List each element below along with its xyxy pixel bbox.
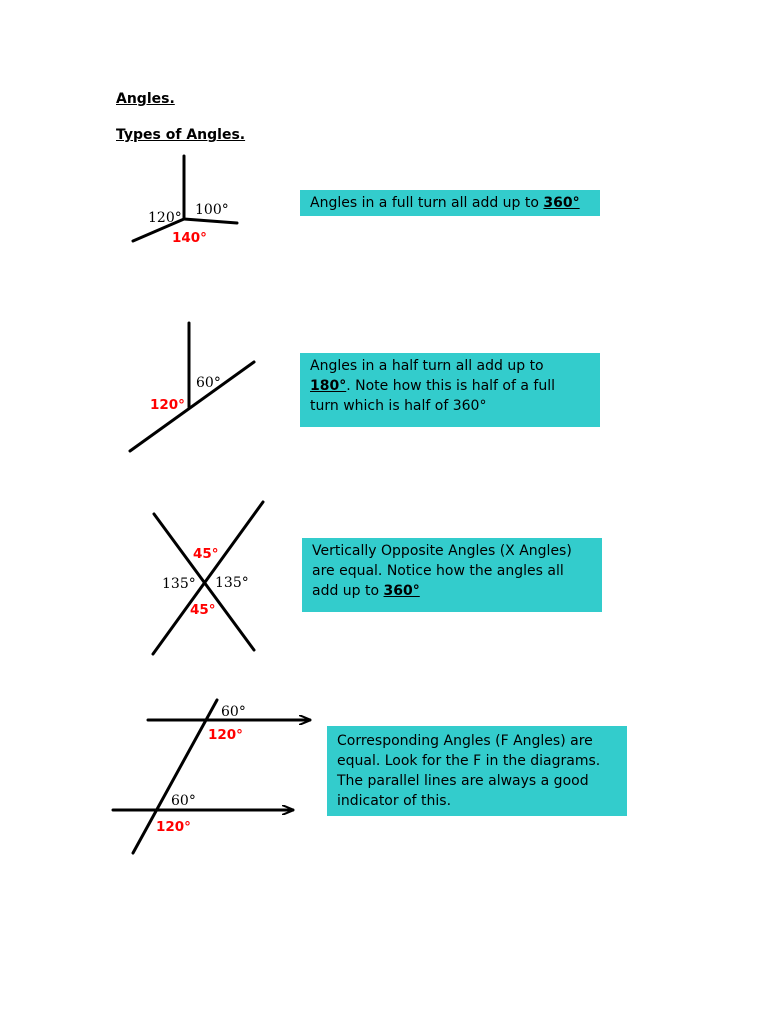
full-turn-text: Angles in a full turn all add up to [310, 195, 544, 211]
corresponding-angles-info-box [327, 726, 627, 816]
full-turn-diagram [133, 156, 237, 246]
full-turn-ray-right [184, 219, 237, 223]
page-title: Angles. [116, 91, 175, 107]
corresponding-angle-bottom-lower: 120° [156, 819, 191, 835]
half-turn-angle-a: 60° [196, 375, 221, 391]
corresponding-line-3-text: The parallel lines are always a good [337, 773, 589, 789]
corresponding-angle-bottom-upper: 60° [171, 793, 196, 809]
section-title: Types of Angles. [116, 127, 246, 143]
corresponding-angle-top-lower: 120° [208, 727, 243, 743]
half-turn-info-box [300, 353, 600, 427]
vertical-line-3-text: add up to [312, 583, 384, 599]
vertical-angles-info-box [302, 538, 602, 612]
corresponding-line-2-text: equal. Look for the F in the diagrams. [337, 753, 601, 769]
full-turn-angle-c: 140° [172, 230, 207, 246]
vertical-angle-left: 135° [162, 576, 196, 592]
corresponding-angle-top-upper: 60° [221, 704, 246, 720]
full-turn-angle-a: 120° [148, 210, 182, 226]
half-turn-angle-b: 120° [150, 397, 185, 413]
half-turn-line-1: Angles in a half turn all add up to [310, 358, 544, 374]
vertical-line-2-text: are equal. Notice how the angles all [312, 563, 564, 579]
half-turn-line-2: . Note how this is half of a full [346, 378, 555, 394]
vertical-angle-bottom: 45° [190, 602, 216, 618]
full-turn-info-box [300, 190, 600, 216]
corresponding-angles-diagram [113, 700, 310, 853]
vertical-emphasis: 360° [383, 583, 420, 599]
half-turn-diagram [130, 323, 254, 451]
half-turn-straight-line [130, 362, 254, 451]
half-turn-emphasis: 180° [310, 378, 347, 394]
vertical-angle-right: 135° [215, 575, 249, 591]
vertical-angle-top: 45° [193, 546, 219, 562]
corresponding-line-4-text: indicator of this. [337, 793, 452, 809]
full-turn-emphasis: 360° [543, 195, 580, 211]
vertical-line-1-text: Vertically Opposite Angles (X Angles) [312, 543, 572, 559]
vertical-angles-diagram [153, 502, 263, 654]
corresponding-line-1-text: Corresponding Angles (F Angles) are [337, 733, 593, 749]
half-turn-line-3: turn which is half of 360° [310, 398, 487, 414]
full-turn-angle-b: 100° [195, 202, 229, 218]
